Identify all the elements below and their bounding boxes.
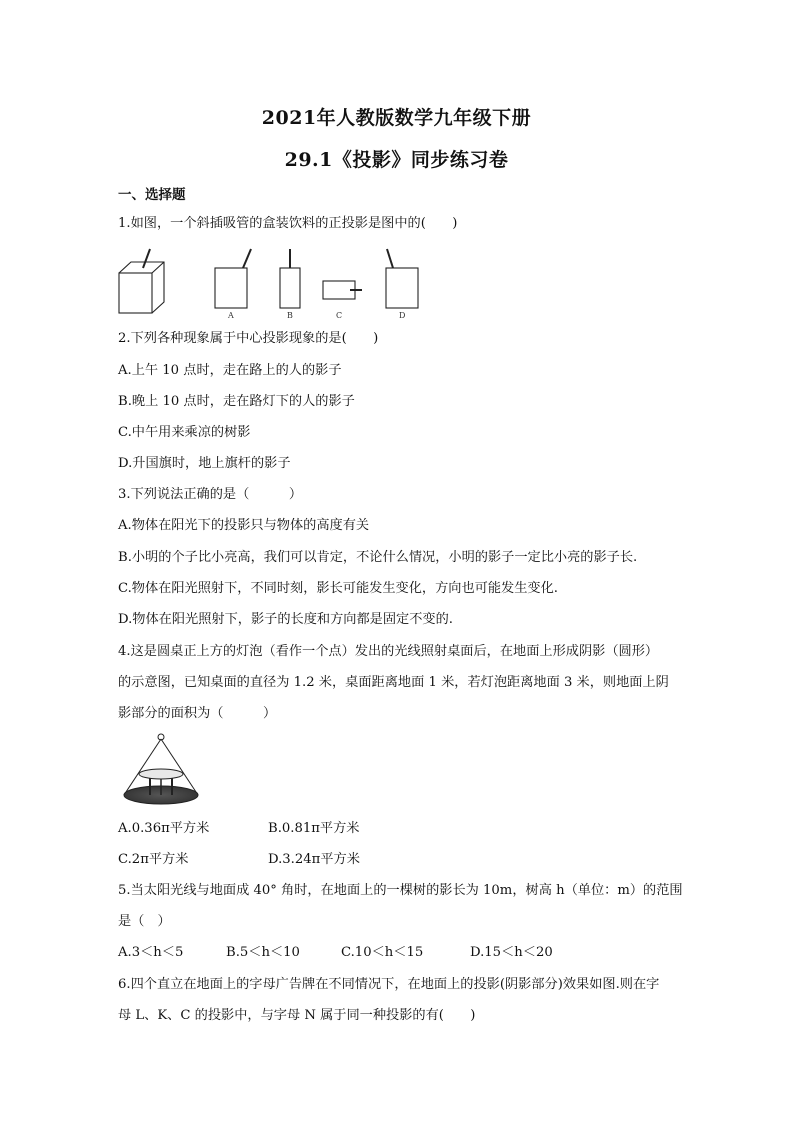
q5-option-c: C.10＜h＜15 (341, 945, 424, 960)
document-title: 2021年人教版数学九年级下册 (261, 107, 532, 129)
q3-option-b: B.小明的个子比小亮高，我们可以肯定，不论什么情况，小明的影子一定比小亮的影子长. (118, 550, 638, 565)
q4-option-d: D.3.24π平方米 (268, 852, 360, 867)
q4-stem-line-3: 影部分的面积为（ ） (118, 706, 277, 721)
label-c: C (336, 311, 343, 320)
q3-option-d: D.物体在阳光照射下，影子的长度和方向都是固定不变的. (118, 612, 453, 627)
option-b-figure (280, 249, 300, 308)
juice-box-figure (119, 249, 164, 313)
section-heading: 一、选择题 (118, 187, 186, 203)
q5-stem-line-2: 是（ ） (118, 914, 171, 929)
option-c-figure (323, 281, 362, 299)
q4-option-a: A.0.36π平方米 (118, 821, 210, 836)
label-b: B (287, 311, 293, 320)
q3-stem: 3.下列说法正确的是（ ） (118, 487, 303, 502)
q4-stem-line-1: 4.这是圆桌正上方的灯泡（看作一个点）发出的光线照射桌面后，在地面上形成阴影（圆形） (118, 644, 659, 659)
q3-option-c: C.物体在阳光照射下，不同时刻，影长可能发生变化，方向也可能发生变化. (118, 581, 559, 596)
q1-stem: 1.如图，一个斜插吸管的盒装饮料的正投影是图中的( ) (118, 216, 458, 231)
q2-option-c: C.中午用来乘凉的树影 (118, 425, 251, 440)
q5-option-d: D.15＜h＜20 (470, 945, 553, 960)
q4-option-c: C.2π平方米 (118, 852, 189, 867)
q6-stem-line-1: 6.四个直立在地面上的字母广告牌在不同情况下，在地面上的投影(阴影部分)效果如图.则在字 (118, 977, 660, 992)
label-d: D (399, 311, 406, 320)
option-d-figure (386, 249, 418, 308)
q5-option-a: A.3＜h＜5 (118, 945, 184, 960)
q4-stem-line-2: 的示意图，已知桌面的直径为 1.2 米，桌面距离地面 1 米，若灯泡距离地面 3 米，则地面上阴 (118, 675, 669, 690)
q5-stem-line-1: 5.当太阳光线与地面成 40° 角时，在地面上的一棵树的影长为 10m，树高 h（单位：m）的范围 (118, 883, 683, 898)
q3-option-a: A.物体在阳光下的投影只与物体的高度有关 (118, 518, 370, 533)
q2-option-d: D.升国旗时，地上旗杆的影子 (118, 456, 291, 471)
option-a-figure (215, 249, 251, 308)
q4-figure-lamp-table (116, 730, 216, 810)
q5-option-b: B.5＜h＜10 (226, 945, 300, 960)
q2-stem: 2.下列各种现象属于中心投影现象的是( ) (118, 331, 379, 346)
q6-stem-line-2: 母 L、K、C 的投影中，与字母 N 属于同一种投影的有( ) (118, 1008, 476, 1023)
label-a: A (228, 311, 234, 320)
q2-option-b: B.晚上 10 点时，走在路灯下的人的影子 (118, 394, 355, 409)
q2-option-a: A.上午 10 点时，走在路上的人的影子 (118, 363, 342, 378)
document-subtitle: 29.1《投影》同步练习卷 (284, 149, 509, 171)
q1-figure (110, 243, 430, 323)
q4-option-b: B.0.81π平方米 (268, 821, 360, 836)
